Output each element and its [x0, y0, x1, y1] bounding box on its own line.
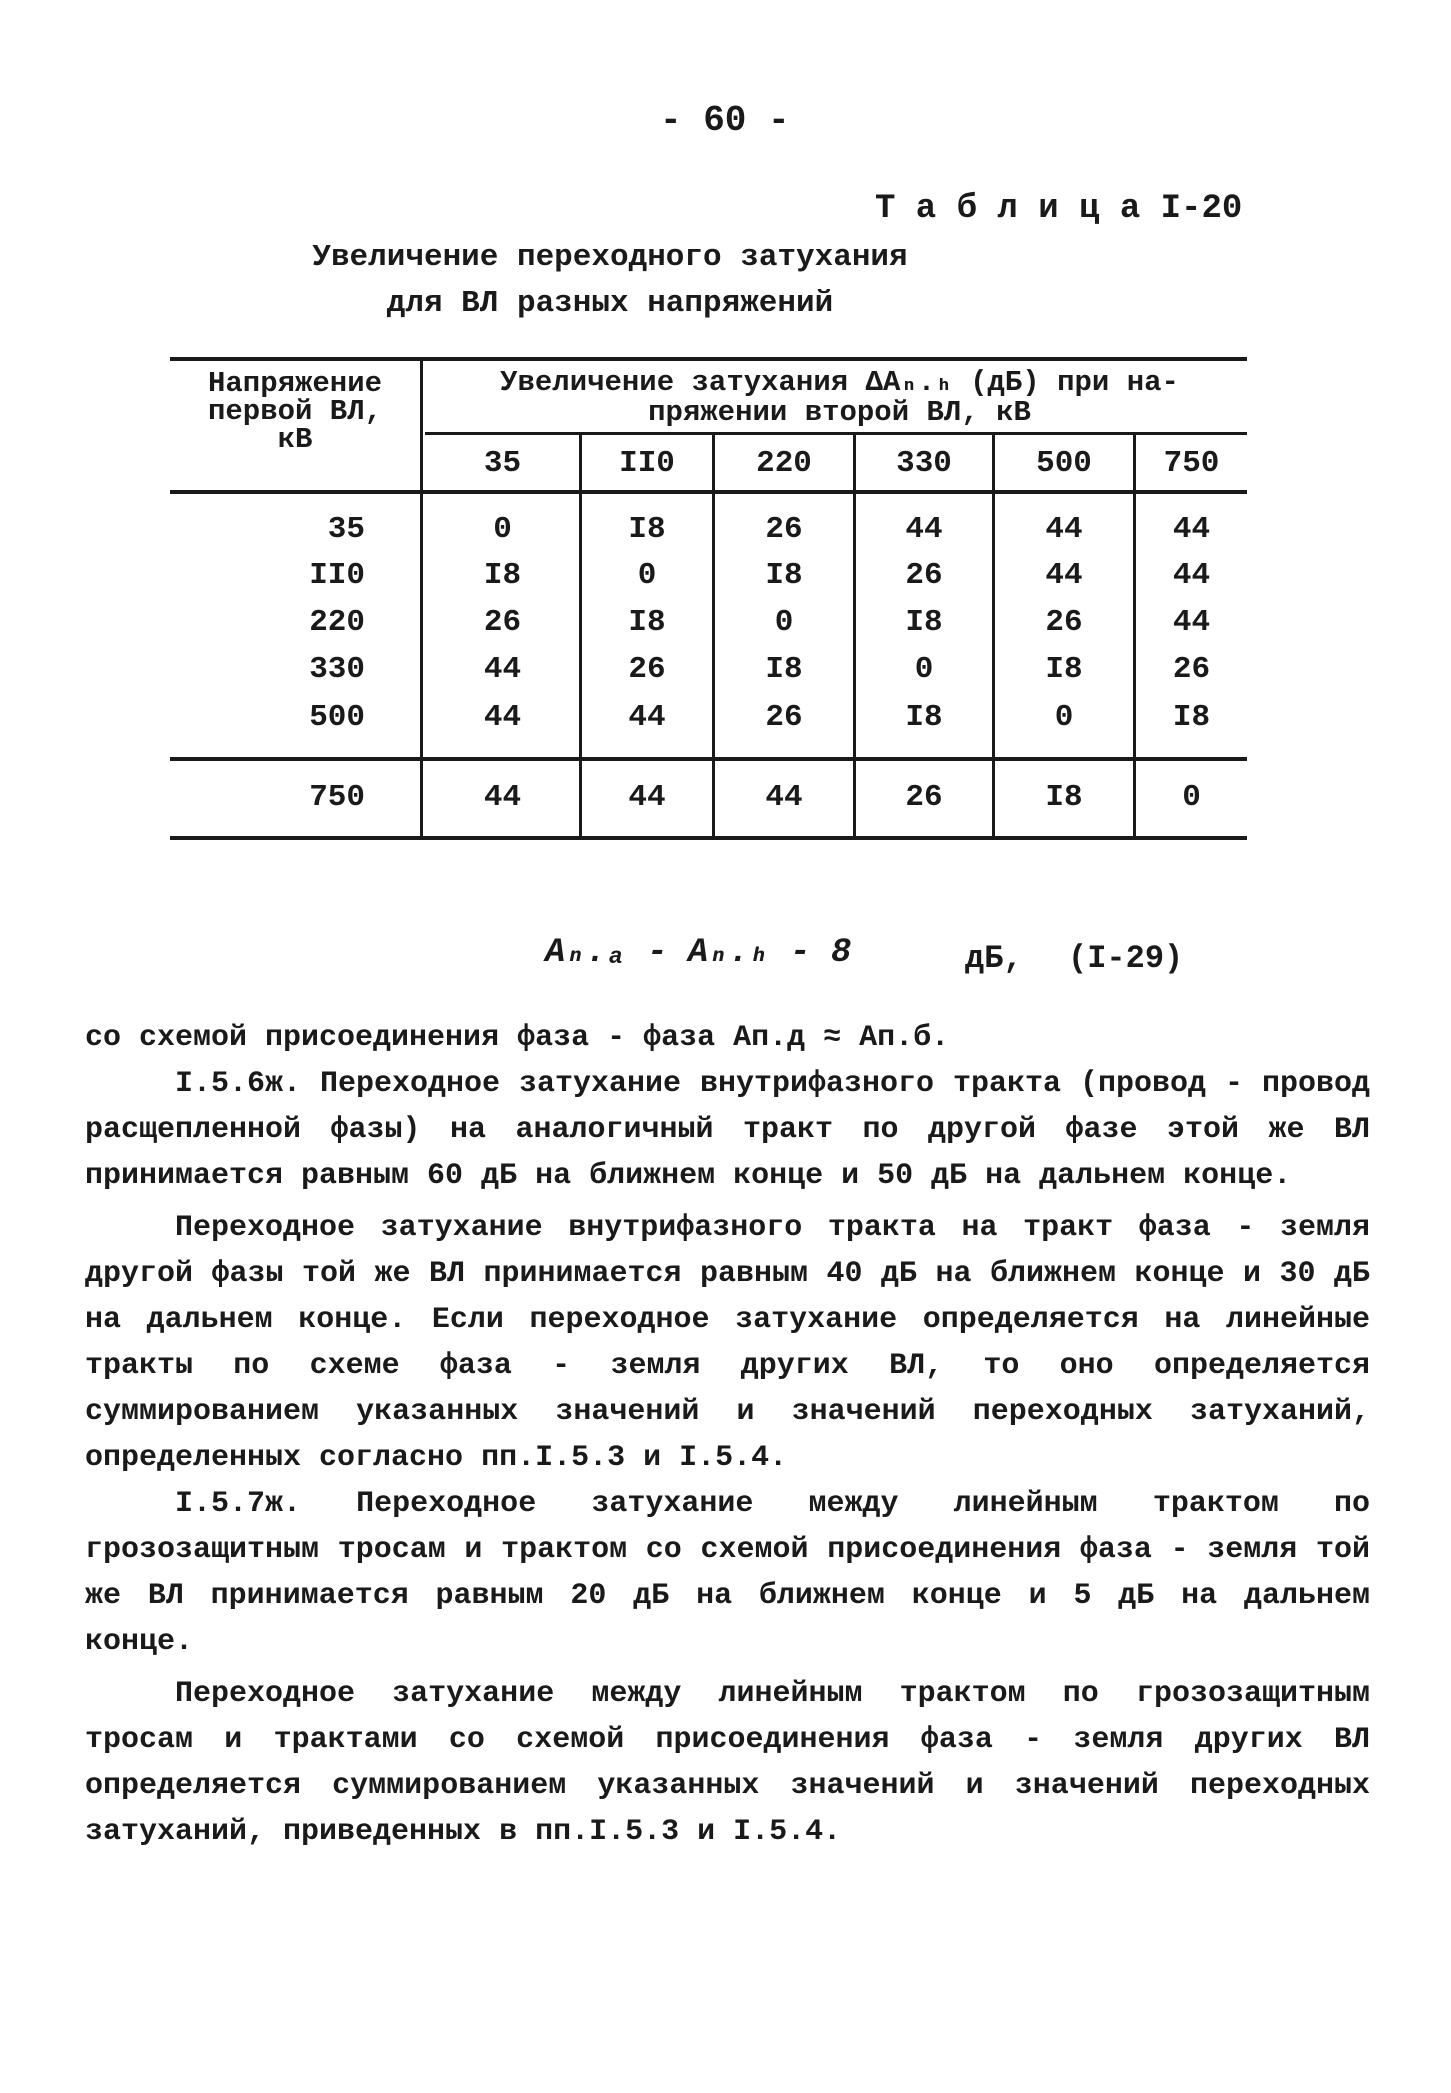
- table-cell: 44: [1172, 512, 1211, 547]
- paragraph: Переходное затухание внутрифазного тракта на тракт фаза - земля другой фазы той же ВЛ принимается равным 40 дБ на ближнем конце и 30 дБ на дальнем конце. Если переходное затухание определяется на линейные тракты по схеме фаза - земля других ВЛ, то оно определяется суммированием указанных значений и значений переходных затуханий, определенных согласно пп.I.5.3 и I.5.4.: [85, 1211, 1370, 1475]
- table-col-rule: [420, 359, 423, 838]
- column-header: 35: [483, 446, 522, 481]
- table-cell: 0: [1054, 700, 1074, 735]
- paragraph: Переходное затухание между линейным трактом по грозозащитным тросам и трактами со схемой присоединения фаза - земля других ВЛ определяется суммированием указанных значений и значений переходных затуханий, приведенных в пп.I.5.3 и I.5.4.: [85, 1677, 1370, 1849]
- table-cell: 26: [765, 512, 803, 547]
- table-cell: 26: [765, 700, 803, 735]
- table-cell: 26: [483, 605, 522, 640]
- table-cell: I8: [1172, 700, 1211, 735]
- table-cell: 0: [914, 652, 934, 687]
- column-header: 220: [756, 446, 812, 481]
- row-label: 35: [327, 512, 365, 547]
- table-cell: 26: [1172, 652, 1211, 687]
- column-group-header: [432, 368, 1247, 428]
- table-label: Т а б л и ц а I-20: [875, 190, 1243, 228]
- table-last-row-rule: [170, 757, 1247, 761]
- table-cell: 44: [1045, 512, 1083, 547]
- table-cell: I8: [1045, 652, 1083, 687]
- table-cell: 26: [628, 652, 666, 687]
- formula-number: (I-29): [1068, 940, 1184, 977]
- formula-unit: дБ,: [965, 940, 1023, 977]
- table-header-rule: [170, 490, 1247, 494]
- table-caption: [170, 235, 1050, 327]
- table-cell: 0: [1182, 780, 1201, 815]
- table-cell: I8: [905, 605, 943, 640]
- table-cell: 44: [1045, 558, 1083, 593]
- paragraph: со схемой присоединения фаза - фаза Aп.д ≈ Aп.б.: [85, 1021, 950, 1055]
- column-group-header-line: пряжении второй ВЛ, кВ: [648, 396, 1031, 429]
- column-group-header-line: Увеличение затухания ΔAₙ.ₕ (дБ) при на-: [500, 366, 1179, 399]
- body-text: [85, 1015, 1370, 1855]
- table-cell: 44: [483, 780, 522, 815]
- table-cell: I8: [765, 558, 803, 593]
- column-header: II0: [619, 446, 675, 481]
- table-bottom-rule: [170, 836, 1247, 840]
- table-caption-line: для ВЛ разных напряжений: [386, 286, 834, 321]
- table-cell: 44: [1172, 605, 1211, 640]
- table-cell: I8: [628, 605, 666, 640]
- table-cell: I8: [1045, 780, 1083, 815]
- table-cell: 44: [905, 512, 943, 547]
- table-cell: 26: [1045, 605, 1083, 640]
- paragraph: I.5.6ж. Переходное затухание внутрифазного тракта (провод - провод расщепленной фазы) на аналогичный тракт по другой фазе этой же ВЛ принимается равным 60 дБ на ближнем конце и 50 дБ на дальнем конце.: [85, 1067, 1370, 1193]
- table-cell: 26: [905, 558, 943, 593]
- row-header-line: кВ: [277, 423, 313, 456]
- paragraph: I.5.7ж. Переходное затухание между линейным трактом по грозозащитным тросам и трактом со схемой присоединения фаза - земля той же ВЛ принимается равным 20 дБ на ближнем конце и 5 дБ на дальнем конце.: [85, 1487, 1370, 1659]
- row-label: 500: [309, 700, 365, 735]
- table-cell: 0: [774, 605, 794, 640]
- table-cell: 44: [483, 700, 522, 735]
- row-header-line: первой ВЛ,: [207, 395, 383, 428]
- table-cell: 44: [483, 652, 522, 687]
- table-cell: I8: [765, 652, 803, 687]
- table-subheader-rule: [425, 432, 1247, 435]
- row-header-line: Напряжение: [207, 367, 383, 400]
- table-cell: 0: [637, 558, 657, 593]
- table-cell: 26: [905, 780, 943, 815]
- table-caption-line: Увеличение переходного затухания: [312, 240, 908, 275]
- row-label: 220: [309, 605, 365, 640]
- table-cell: I8: [628, 512, 666, 547]
- column-header: 750: [1163, 446, 1220, 481]
- column-header: 330: [896, 446, 952, 481]
- page-number: - 60 -: [660, 100, 790, 141]
- table-cell: I8: [905, 700, 943, 735]
- row-label: 330: [309, 652, 365, 687]
- table-cell: 44: [628, 780, 666, 815]
- table-cell: 44: [1172, 558, 1211, 593]
- row-label: II0: [309, 558, 365, 593]
- column-header: 500: [1036, 446, 1092, 481]
- row-header: [170, 367, 420, 456]
- table-top-rule: [170, 357, 1247, 361]
- table-cell: 0: [493, 512, 512, 547]
- table-cell: 44: [765, 780, 803, 815]
- formula-expression: Aₙ.ₐ - Aₙ.ₕ - 8: [545, 934, 852, 972]
- table-cell: I8: [483, 558, 522, 593]
- table-cell: 44: [628, 700, 666, 735]
- row-label: 750: [309, 780, 365, 815]
